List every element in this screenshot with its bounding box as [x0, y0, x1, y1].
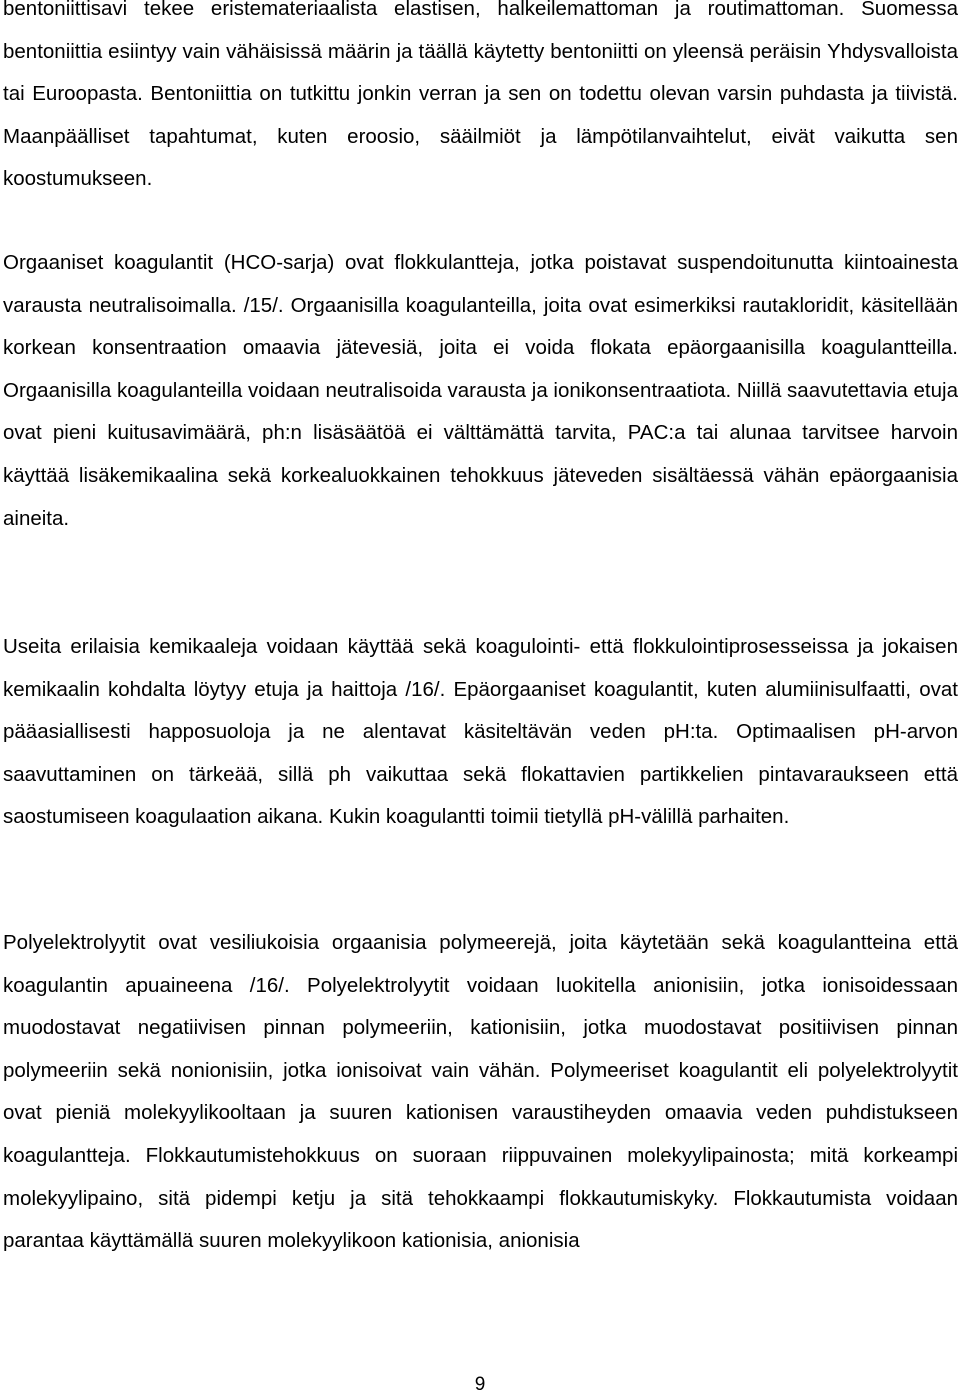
- paragraph-polyelectrolytes: Polyelektrolyytit ovat vesiliukoisia orgaanisia polymeerejä, joita käytetään sekä koagulantteina että koagulantin apuaineena /16/. Polyelektrolyytit voidaan luokitella anionisiin, jotka ionisoidessaan muodostavat negatiivisen pinnan polymeeriin, kationisiin, jotka muodostavat positiivisen pinnan polymeeriin sekä nonionisiin, jotka ionisoivat vain vähän. Polymeeriset koagulantit eli polyelektrolyytit ovat pieniä molekyylikooltaan ja suuren kationisen varaustiheyden omaavia veden puhdistukseen koagulantteja. Flokkautumistehokkuus on suoraan riippuvainen molekyylipainosta; mitä korkeampi molekyylipaino, sitä pidempi ketju ja sitä tehokkaampi flokkautumiskyky. Flokkautumista voidaan parantaa käyttämällä suuren molekyylikoon kationisia, anionisia: [3, 931, 958, 1253]
- paragraph-bentonite: bentoniittisavi tekee eristemateriaalista elastisen, halkeilemattoman ja routimattoman. Suomessa bentoniittia esiintyy vain vähäisissä määrin ja täällä käytetty bentoniitti on yleensä peräisin Yhdysvalloista tai Euroopasta. Bentoniittia on tutkittu jonkin verran ja sen on todettu olevan varsin puhdasta ja tiivistä. Maanpäälliset tapahtumat, kuten eroosio, sääilmiöt ja lämpötilanvaihtelut, eivät vaikutta sen koostumukseen.: [3, 0, 958, 191]
- paragraph-chemicals: Useita erilaisia kemikaaleja voidaan käyttää sekä koagulointi- että flokkulointiprosesseissa ja jokaisen kemikaalin kohdalta löytyy etuja ja haittoja /16/. Epäorgaaniset koagulantit, kuten alumiinisulfaatti, ovat pääasiallisesti happosuoloja ja ne alentavat käsiteltävän veden pH:ta. Optimaalisen pH-arvon saavuttaminen on tärkeää, sillä ph vaikuttaa sekä flokattavien partikkelien pintavaraukseen että saostumiseen koagulaation aikana. Kukin koagulantti toimii tietyllä pH-välillä parhaiten.: [3, 635, 958, 829]
- paragraph-organic-coagulants: Orgaaniset koagulantit (HCO-sarja) ovat flokkulantteja, jotka poistavat suspendoitunutta kiintoainesta varausta neutralisoimalla. /15/. Orgaanisilla koagulanteilla, joita ovat esimerkiksi rautakloridit, käsitellään korkean konsentraation omaavia jätevesiä, joita ei voida flokata epäorgaanisilla koagulantteilla. Orgaanisilla koagulanteilla voidaan neutralisoida varausta ja ionikonsentraatiota. Niillä saavutettavia etuja ovat pieni kuitusavimäärä, ph:n lisäsäätöä ei välttämättä tarvita, PAC:a tai alunaa tarvitsee harvoin käyttää lisäkemikaalina sekä korkealuokkainen tehokkuus jäteveden sisältäessä vähän epäorgaanisia aineita.: [3, 251, 958, 530]
- page-number: 9: [474, 1374, 486, 1395]
